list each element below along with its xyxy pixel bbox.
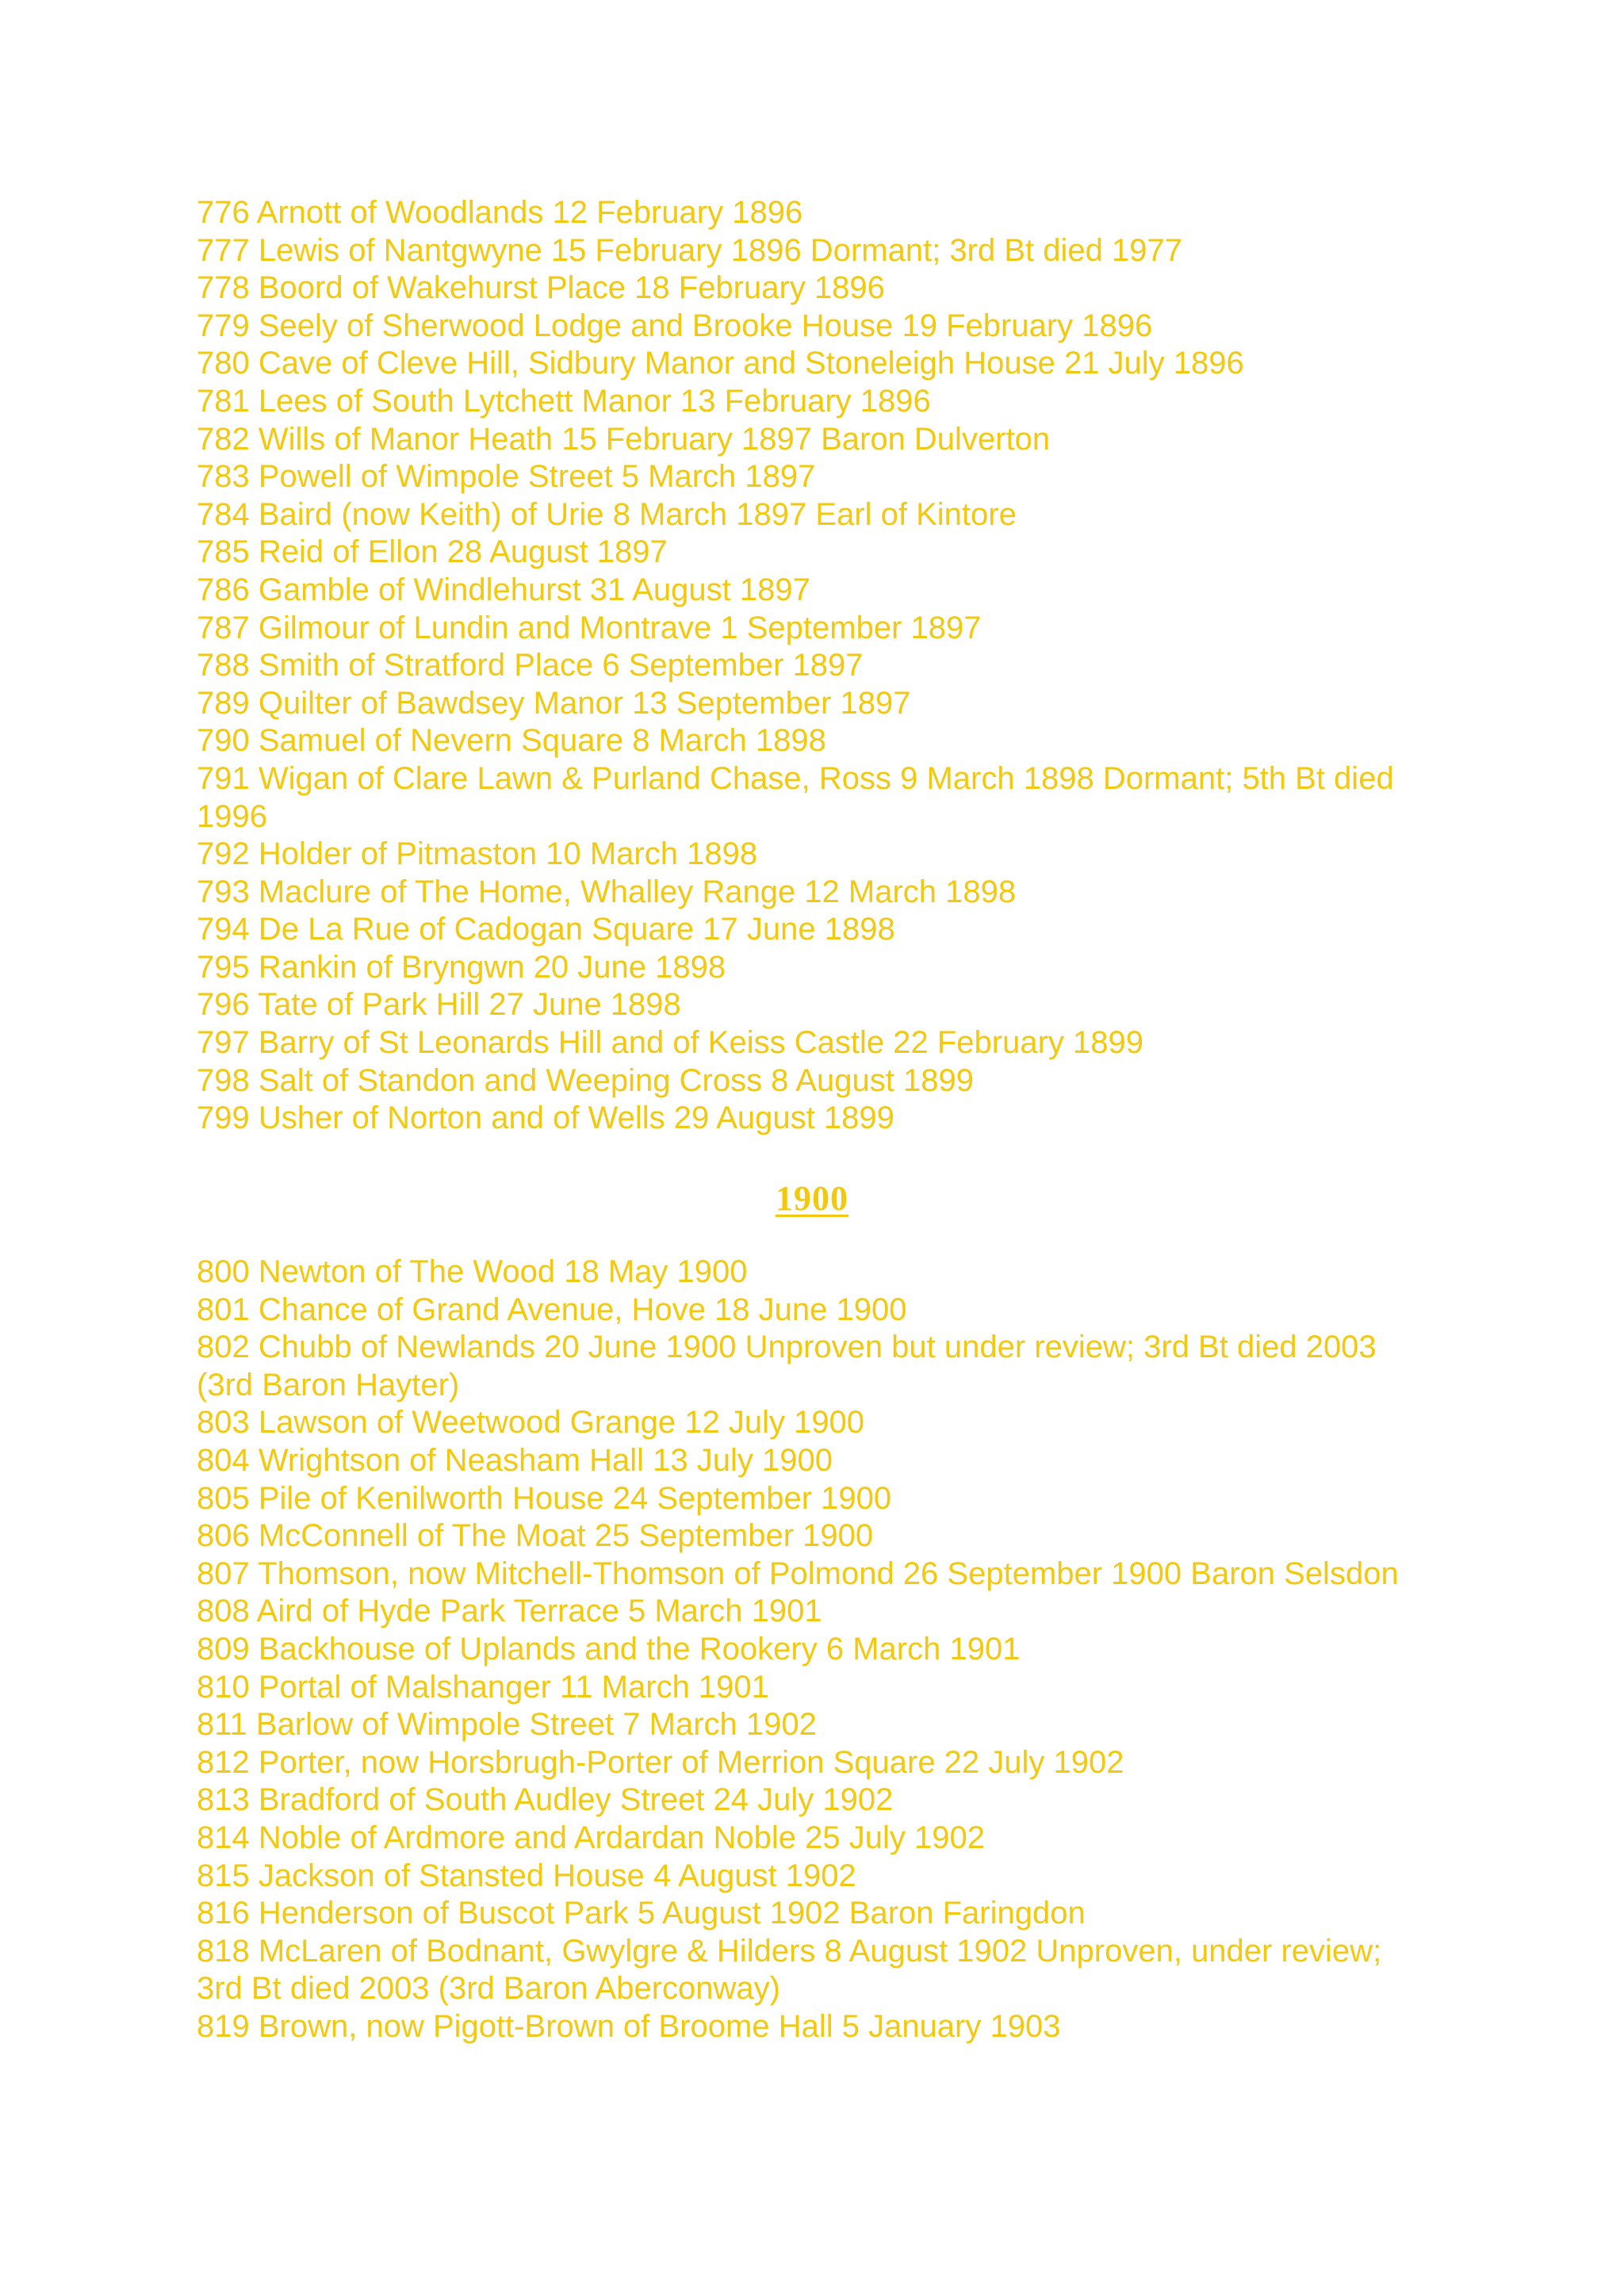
list-item: 779 Seely of Sherwood Lodge and Brooke House 19 February 1896 (197, 308, 1153, 343)
list-item: 806 McConnell of The Moat 25 September 1900 (197, 1518, 874, 1554)
baronetcy-list-pre-1900 (197, 194, 1434, 1138)
list-item: 814 Noble of Ardmore and Ardardan Noble 25 July 1902 (197, 1820, 986, 1855)
list-item: 815 Jackson of Stansted House 4 August 1902 (197, 1858, 856, 1893)
list-item: 804 Wrightson of Neasham Hall 13 July 1900 (197, 1442, 833, 1478)
list-item: 786 Gamble of Windlehurst 31 August 1897 (197, 572, 810, 607)
list-item: 808 Aird of Hyde Park Terrace 5 March 1901 (197, 1594, 822, 1629)
list-item: 781 Lees of South Lytchett Manor 13 February 1896 (197, 383, 931, 419)
list-item: 790 Samuel of Nevern Square 8 March 1898 (197, 723, 826, 759)
list-item: 818 McLaren of Bodnant, Gwylgre & Hilders 8 August 1902 Unproven, under review; 3rd Bt died 2003 (3rd Baron Aberconway) (197, 1933, 1382, 2007)
list-item: 789 Quilter of Bawdsey Manor 13 September 1897 (197, 685, 911, 721)
list-item: 780 Cave of Cleve Hill, Sidbury Manor and Stoneleigh House 21 July 1896 (197, 346, 1244, 381)
list-item: 812 Porter, now Horsbrugh-Porter of Merrion Square 22 July 1902 (197, 1744, 1124, 1780)
list-item: 777 Lewis of Nantgwyne 15 February 1896 Dormant; 3rd Bt died 1977 (197, 232, 1182, 268)
list-item: 805 Pile of Kenilworth House 24 September 1900 (197, 1480, 892, 1516)
list-item: 785 Reid of Ellon 28 August 1897 (197, 534, 668, 570)
list-item: 794 De La Rue of Cadogan Square 17 June 1898 (197, 912, 895, 947)
list-item: 802 Chubb of Newlands 20 June 1900 Unproven but under review; 3rd Bt died 2003 (3rd Baron Hayter) (197, 1330, 1377, 1402)
list-item: 816 Henderson of Buscot Park 5 August 1902 Baron Faringdon (197, 1896, 1086, 1931)
list-item: 788 Smith of Stratford Place 6 September 1897 (197, 648, 864, 683)
list-item: 803 Lawson of Weetwood Grange 12 July 1900 (197, 1405, 865, 1441)
list-item: 811 Barlow of Wimpole Street 7 March 1902 (197, 1707, 817, 1743)
list-item: 782 Wills of Manor Heath 15 February 1897 Baron Dulverton (197, 421, 1051, 457)
list-item: 796 Tate of Park Hill 27 June 1898 (197, 987, 681, 1023)
list-item: 819 Brown, now Pigott-Brown of Broome Hall 5 January 1903 (197, 2008, 1061, 2044)
list-item: 807 Thomson, now Mitchell-Thomson of Polmond 26 September 1900 Baron Selsdon (197, 1556, 1399, 1591)
list-item: 801 Chance of Grand Avenue, Hove 18 June 1900 (197, 1292, 907, 1327)
list-item: 797 Barry of St Leonards Hill and of Keiss Castle 22 February 1899 (197, 1025, 1143, 1061)
list-item: 800 Newton of The Wood 18 May 1900 (197, 1254, 748, 1289)
baronetcy-list-1900 (197, 1253, 1434, 2045)
list-item: 810 Portal of Malshanger 11 March 1901 (197, 1669, 769, 1705)
list-item: 798 Salt of Standon and Weeping Cross 8 August 1899 (197, 1062, 974, 1098)
section-heading-1900: 1900 (776, 1179, 848, 1218)
list-item: 791 Wigan of Clare Lawn & Purland Chase, Ross 9 March 1898 Dormant; 5th Bt died 1996 (197, 760, 1394, 834)
list-item: 784 Baird (now Keith) of Urie 8 March 1897 Earl of Kintore (197, 496, 1017, 532)
list-item: 792 Holder of Pitmaston 10 March 1898 (197, 836, 758, 872)
list-item: 809 Backhouse of Uplands and the Rookery 6 March 1901 (197, 1631, 1021, 1667)
list-item: 795 Rankin of Bryngwn 20 June 1898 (197, 949, 726, 985)
list-item: 783 Powell of Wimpole Street 5 March 1897 (197, 459, 816, 495)
list-item: 813 Bradford of South Audley Street 24 July 1902 (197, 1782, 894, 1818)
list-item: 787 Gilmour of Lundin and Montrave 1 September 1897 (197, 610, 982, 645)
list-item: 799 Usher of Norton and of Wells 29 August 1899 (197, 1100, 894, 1136)
list-item: 778 Boord of Wakehurst Place 18 February 1896 (197, 270, 885, 306)
list-item: 793 Maclure of The Home, Whalley Range 12 March 1898 (197, 874, 1017, 909)
list-item: 776 Arnott of Woodlands 12 February 1896 (197, 195, 803, 230)
